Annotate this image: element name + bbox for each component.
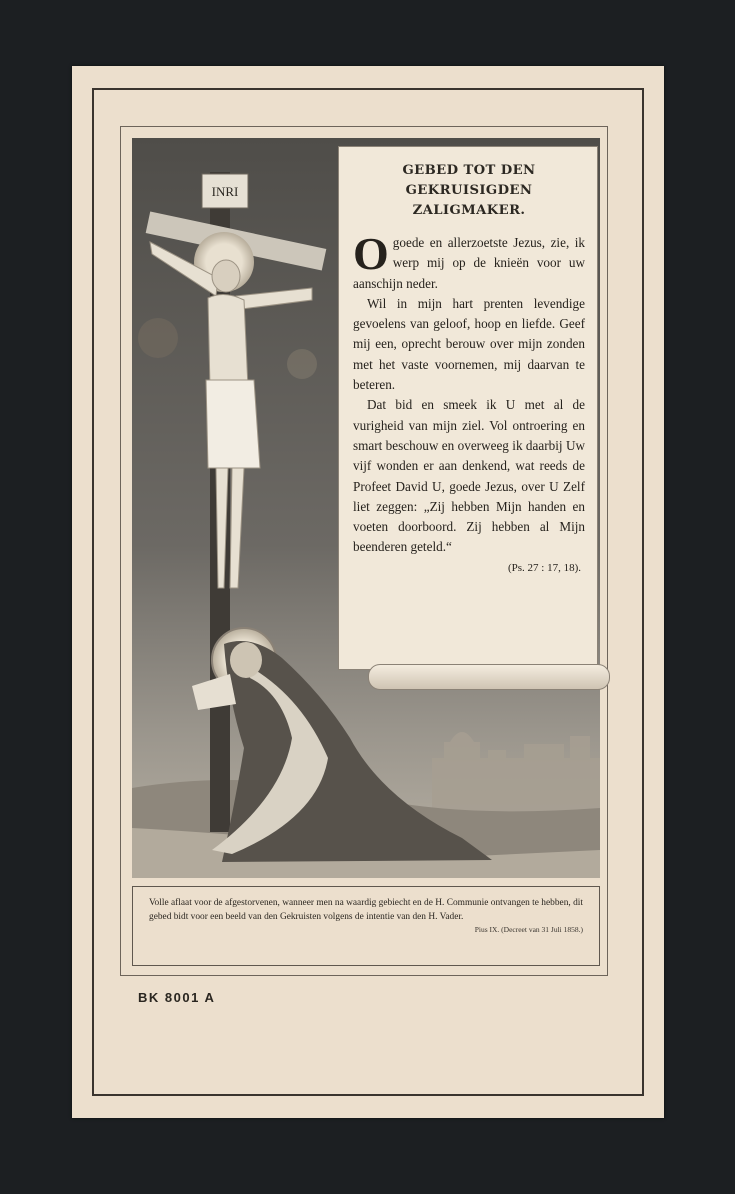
indulgence-text: Volle aflaat voor de afgestorvenen, wanneer men na waardig gebiecht en de H. Communie ontvangen te hebben, dit gebed bidt voor een beeld van den Gekruisten volgens de intentie van den H. Vader. (149, 898, 583, 922)
memorial-card (72, 66, 664, 1118)
catalog-number: BK 8001 A (138, 990, 216, 1005)
cross-inscription: INRI (211, 184, 239, 199)
psalm-citation: (Ps. 27 : 17, 18). (507, 561, 581, 574)
prayer-paragraph: goede en allerzoetste Jezus, zie, ik werp mij op de knieën voor uw aanschijn neder. (353, 235, 585, 291)
drop-cap: O (353, 228, 389, 279)
prayer-body (353, 228, 585, 558)
prayer-paragraph: Dat bid en smeek ik U met al de vurigheid van mijn ziel. Vol ontroering en smart beschouw en overweeg ik daarbij Uw vijf wonden er aan denkend, wat reeds de Profeet David U, goede Jezus, over U Zelf liet zeggen: „Zij hebben Mijn handen en voeten doorboord. Zij hebben al Mijn beenderen geteld.“ (353, 397, 585, 555)
prayer-paragraph: Wil in mijn hart prenten levendige gevoelens van geloof, hoop en liefde. Geef mij een, oprecht berouw over mijn zonden met het vaste voornemen, mij daarvan te beteren. (353, 295, 585, 393)
scroll-curl (368, 664, 610, 690)
prayer-panel (338, 146, 598, 670)
prayer-title: GEBED TOT DEN GEKRUISIGDEN ZALIGMAKER. (402, 163, 536, 218)
indulgence-box (132, 886, 600, 966)
decree-reference: Pius IX. (Decreet van 31 Juli 1858.) (474, 925, 583, 934)
